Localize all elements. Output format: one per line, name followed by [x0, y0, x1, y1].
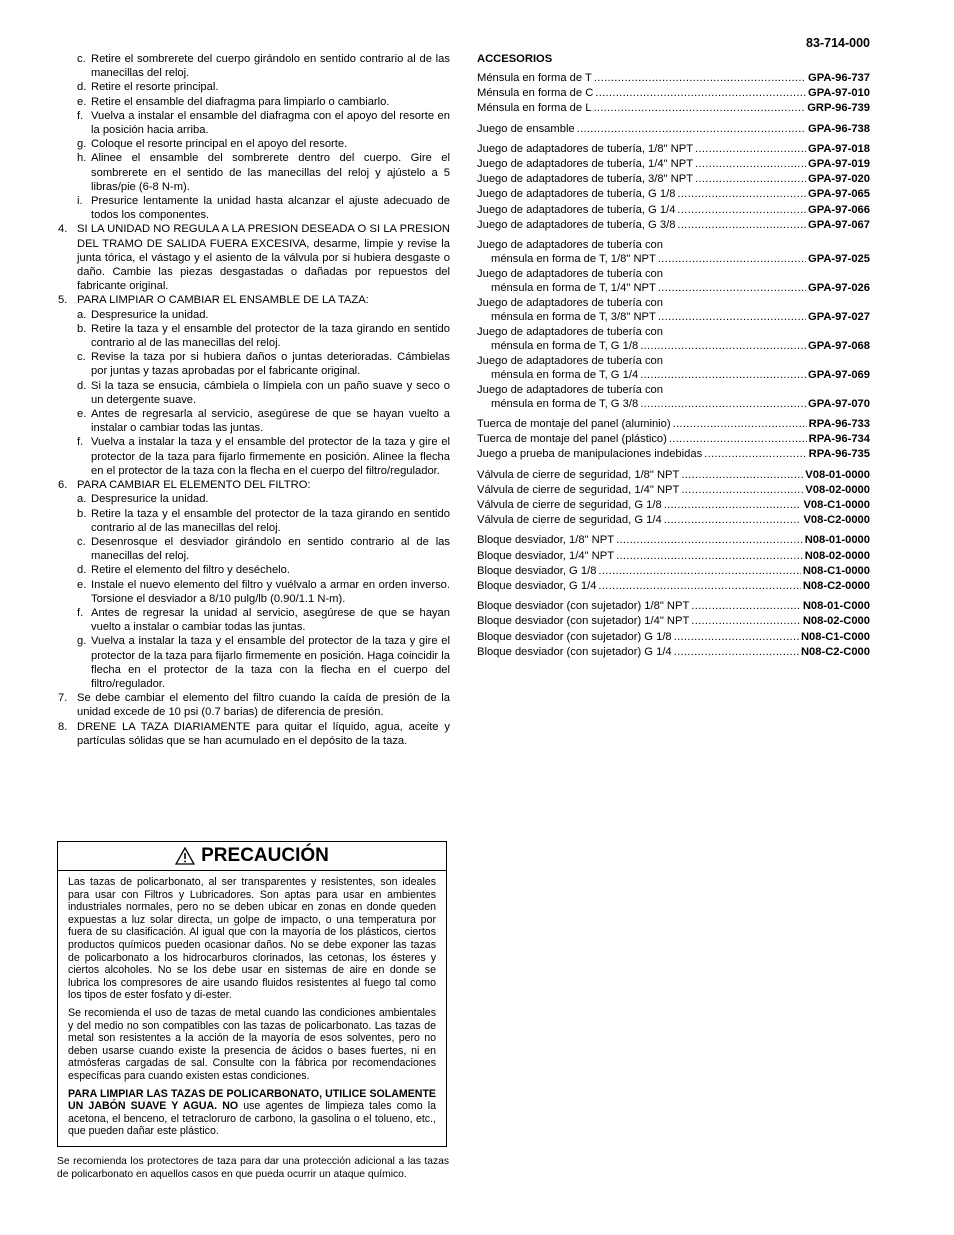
part-number: GPA-97-068: [808, 340, 870, 353]
substep-text: Revise la taza por si hubiera daños o juntas deterioradas. Cámbielas por juntas y tazas aprobadas por el fabricante original.: [91, 351, 450, 378]
substep-letter: c.: [77, 53, 86, 65]
dot-leader: [640, 339, 806, 354]
part-number: GPA-97-069: [808, 369, 870, 382]
part-number: RPA-96-735: [808, 448, 870, 461]
substep: [58, 507, 450, 535]
part-number: N08-01-0000: [804, 534, 870, 547]
caution-paragraph: Las tazas de policarbonato, al ser transparentes y resistentes, son ideales para usar con Filtros y Lubricadores. Son aptas para usar en ambientes industriales normales, pero no se deben ubicar en zonas en donde queden expuestas a luz solar directa, un golpe de impacto, o una temperatura por fuera de su clasificación. Al igual que con la mayoría de los plásticos, ciertos productos químicos pueden ocasionar daños. No se debe exponer las tazas de policarbonato a los hidrocarburos clorinados, las cetonas, los ésteres y ciertos alcoholes. No se los debe usar en sistemas de aire en donde se lubrica los compresores de aire usando fluidos resistentes al fuego tal como los tipos de ester fosfato y di-ester.: [68, 876, 436, 1002]
dot-leader: [677, 187, 806, 202]
part-number: V08-01-0000: [805, 468, 870, 481]
accessory-group: [477, 599, 870, 660]
accessory-multiline-item: [477, 238, 870, 267]
substep-text: Presurice lentamente la unidad hasta alcanzar el ajuste adecuado de todos los componentes.: [91, 195, 450, 222]
part-number: GPA-97-010: [808, 87, 870, 100]
substep: [58, 535, 450, 563]
substep-text: Vuelva a instalar la taza y el ensamble del protector de la taza y gire el protector de la taza para fijarlo firmemente en posición. Haga coincidir la flecha en el protector de la taza con la flecha en el cuerpo del filtro/regulador.: [91, 635, 450, 690]
dot-leader: [695, 172, 806, 187]
step-6: [58, 478, 450, 492]
substep: [58, 194, 450, 222]
substep-letter: e.: [77, 578, 87, 591]
substep-text: Despresurice la unidad.: [91, 308, 209, 321]
part-number: GPA-96-738: [808, 122, 870, 135]
accessory-name: Ménsula en forma de L: [477, 102, 592, 115]
accessory-multiline-item: [477, 325, 870, 354]
dot-leader: [594, 71, 806, 86]
step-number: 4.: [58, 223, 68, 236]
dot-leader: [669, 432, 807, 447]
caution-paragraph: [68, 1088, 436, 1138]
substep: [58, 379, 450, 407]
document-number: 83-714-000: [806, 36, 870, 50]
dot-leader: [704, 447, 806, 462]
accessory-row: [477, 71, 870, 86]
substep: [58, 308, 450, 322]
accessory-row: [477, 157, 870, 172]
accessory-name: ménsula en forma de T, 3/8" NPT: [491, 311, 656, 324]
substep-letter: h.: [77, 152, 87, 165]
dot-leader: [598, 564, 800, 579]
substep-text: Si la taza se ensucia, cámbiela o límpiela con un paño suave y seco o un detergente suave.: [91, 379, 450, 406]
dot-leader: [664, 513, 802, 528]
accessory-group: [477, 238, 870, 412]
dot-leader: [640, 397, 806, 412]
caution-box: [57, 841, 447, 1147]
step-5: [58, 293, 450, 307]
accessories-list: [477, 71, 870, 660]
dot-leader: [691, 614, 801, 629]
step-number: 8.: [58, 720, 68, 733]
accessory-row: [477, 564, 870, 579]
substep: [58, 350, 450, 378]
part-number: N08-01-C000: [802, 600, 870, 613]
substep-letter: e.: [77, 95, 87, 108]
footnote: Se recomienda los protectores de taza para dar una protección adicional a las tazas de policarbonato en aquellos casos en que pueda ocurrir un ataque químico.: [57, 1156, 449, 1180]
part-number: GPA-97-027: [808, 311, 870, 324]
part-number: V08-C1-0000: [803, 499, 870, 512]
accessory-multiline-item: [477, 383, 870, 412]
accessory-name: Bloque desviador, 1/8" NPT: [477, 534, 615, 547]
accessory-name: Válvula de cierre de seguridad, 1/8" NPT: [477, 468, 680, 481]
accessory-row: [477, 533, 870, 548]
part-number: N08-C1-0000: [802, 564, 870, 577]
substep: [58, 492, 450, 506]
accessory-name: Tuerca de montaje del panel (plástico): [477, 433, 667, 446]
step-3-substeps: [58, 52, 450, 222]
substep-letter: a.: [77, 308, 87, 321]
accessory-name: Ménsula en forma de C: [477, 87, 594, 100]
accessory-row: [477, 203, 870, 218]
substep-letter: b.: [77, 322, 87, 335]
accessory-row: [477, 468, 870, 483]
part-number: N08-02-C000: [802, 615, 870, 628]
step-7: [58, 691, 450, 719]
substep: [58, 137, 450, 151]
substep-text: Despresurice la unidad.: [91, 493, 209, 506]
accessory-group: [477, 533, 870, 594]
substep: [58, 322, 450, 350]
accessory-row: [477, 645, 870, 660]
accessory-name-line: Juego de adaptadores de tubería con: [477, 268, 663, 281]
dot-leader: [691, 599, 801, 614]
accessory-name-line: Juego de adaptadores de tubería con: [477, 239, 663, 252]
step-5-substeps: [58, 308, 450, 478]
substep: [58, 578, 450, 606]
accessory-name: Juego de adaptadores de tubería, 3/8" NPT: [477, 173, 694, 186]
accessory-row: [477, 281, 870, 296]
substep-letter: d.: [77, 81, 87, 94]
accessory-row: [477, 483, 870, 498]
accessory-row: [477, 252, 870, 267]
substep-text: Coloque el resorte principal en el apoyo del resorte.: [91, 138, 348, 151]
dot-leader: [674, 645, 799, 660]
substep-letter: d.: [77, 379, 87, 392]
part-number: GPA-97-026: [808, 282, 870, 295]
accessory-name: Tuerca de montaje del panel (aluminio): [477, 418, 671, 431]
part-number: GPA-97-067: [808, 218, 870, 231]
accessory-name: Válvula de cierre de seguridad, G 1/8: [477, 499, 662, 512]
dot-leader: [673, 417, 807, 432]
accessory-name: Bloque desviador, G 1/4: [477, 580, 597, 593]
accessory-name: ménsula en forma de T, 1/8" NPT: [491, 253, 656, 266]
dot-leader: [695, 157, 806, 172]
substep-text: Desenrosque el desviador girándolo en sentido contrario al de las manecillas del reloj.: [91, 535, 450, 563]
substep-letter: g.: [77, 635, 87, 648]
part-number: GPA-97-025: [808, 253, 870, 266]
accessory-row: [477, 447, 870, 462]
accessory-name-line: Juego de adaptadores de tubería con: [477, 326, 663, 339]
substep-text: Retire el ensamble del diafragma para limpiarlo o cambiarlo.: [91, 95, 390, 108]
part-number: GPA-96-737: [808, 72, 870, 84]
step-text: DRENE LA TAZA DIARIAMENTE para quitar el líquido, agua, aceite y partículas sólidas que se han acumulado en el depósito de la taza.: [77, 720, 450, 747]
accessory-name: Válvula de cierre de seguridad, G 1/4: [477, 514, 662, 527]
substep: [58, 109, 450, 137]
accessory-group: [477, 468, 870, 529]
substep-text: Vuelva a instalar el ensamble del diafragma con el apoyo del resorte en la posición hacia arriba.: [91, 109, 450, 137]
substep-letter: f.: [77, 109, 84, 122]
dot-leader: [677, 203, 806, 218]
dot-leader: [598, 579, 800, 594]
part-number: GPA-97-065: [808, 188, 870, 201]
substep: [58, 80, 450, 94]
part-number: GRP-96-739: [807, 102, 870, 115]
accessory-row: [477, 339, 870, 354]
accessory-multiline-item: [477, 296, 870, 325]
substep-text: Instale el nuevo elemento del filtro y vuélvalo a armar en orden inverso. Torsione el desviador a 8/10 pulg/lb (0.90/1.1 N-m).: [91, 578, 450, 605]
substep-text: Alinee el ensamble del sombrerete dentro del cuerpo. Gire el sombrerete en el sentido de las manecillas del reloj y ajústelo a 5 libras/pie (6-8 N-m).: [91, 152, 450, 193]
dot-leader: [658, 252, 806, 267]
accessory-group: [477, 122, 870, 137]
accessory-name: Juego a prueba de manipulaciones indebidas: [477, 448, 703, 461]
dot-leader: [681, 468, 803, 483]
accessory-name: Bloque desviador (con sujetador) 1/8" NPT: [477, 600, 690, 613]
substep-letter: f.: [77, 606, 84, 619]
dot-leader: [616, 533, 803, 548]
warning-triangle-icon: [175, 847, 195, 865]
accessory-name: ménsula en forma de T, G 1/4: [491, 369, 639, 382]
substep-letter: d.: [77, 564, 87, 577]
part-number: V08-C2-0000: [803, 514, 870, 527]
caution-paragraph: Se recomienda el uso de tazas de metal cuando las condiciones ambientales y del medio no son compatibles con las tazas de policarbonato. Las tazas de metal son resistentes a la acción de la mayoría de esos solventes, pero no deben usarse cuando existe la presencia de ácidos o bases fuertes, ni en atmósferas cargadas de sal. Consulte con la fábrica por recomendaciones específicas para cuando existen estas condiciones.: [68, 1006, 436, 1082]
substep: [58, 52, 450, 80]
accessory-row: [477, 368, 870, 383]
part-number: GPA-97-018: [808, 142, 870, 155]
dot-leader: [595, 86, 806, 101]
accessory-row: [477, 86, 870, 101]
accessory-row: [477, 187, 870, 202]
accessory-row: [477, 142, 870, 157]
part-number: GPA-97-066: [808, 203, 870, 216]
substep: [58, 634, 450, 691]
substep-text: Antes de regresarla al servicio, asegúrese de que se hayan vuelto a instalar o cambiar todas las juntas.: [91, 408, 450, 435]
dot-leader: [695, 142, 806, 157]
substep: [58, 606, 450, 634]
substep-text: Retire la taza y el ensamble del protector de la taza girando en sentido contrario al de las manecillas del reloj.: [91, 322, 450, 350]
dot-leader: [658, 310, 806, 325]
caution-bold-text: PARA LIMPIAR LAS TAZAS DE POLICARBONATO, UTILICE SOLAMENTE UN JABÓN SUAVE Y AGUA. NO: [68, 1087, 436, 1113]
accessory-name: Juego de ensamble: [477, 122, 575, 135]
step-number: 6.: [58, 479, 68, 492]
accessory-name: Bloque desviador (con sujetador) G 1/4: [477, 645, 672, 658]
dot-leader: [616, 549, 803, 564]
part-number: GPA-97-020: [808, 173, 870, 186]
dot-leader: [677, 218, 806, 233]
step-4: [58, 222, 450, 293]
step-text: SI LA UNIDAD NO REGULA A LA PRESION DESEADA O SI LA PRESION DEL TRAMO DE SALIDA FUERA EXCESIVA, desarme, limpie y revise la junta tórica, el vástago y el asiento de la válvula por si hubiera desgaste o daño. Cambie las piezas desgastadas o dañadas por repuestos del fabricante original.: [77, 223, 450, 293]
accessory-name: Juego de adaptadores de tubería, G 3/8: [477, 218, 676, 231]
accessory-name: ménsula en forma de T, G 1/8: [491, 340, 639, 353]
substep-text: Vuelva a instalar la taza y el ensamble del protector de la taza y gire el protector de la taza para fijarlo firmemente en posición. Alinee la flecha en el protector de la taza con la flecha en el cuerpo del filtro/regulador.: [91, 436, 450, 477]
substep: [58, 151, 450, 194]
accessory-row: [477, 513, 870, 528]
accessory-name: Válvula de cierre de seguridad, 1/4" NPT: [477, 483, 680, 496]
step-8: [58, 720, 450, 748]
caution-title: PRECAUCIÓN: [201, 845, 329, 866]
step-text: PARA CAMBIAR EL ELEMENTO DEL FILTRO:: [77, 479, 311, 492]
accessory-name: Juego de adaptadores de tubería, 1/8" NPT: [477, 142, 694, 155]
substep: [58, 563, 450, 577]
accessory-multiline-item: [477, 267, 870, 296]
accessory-name: Bloque desviador (con sujetador) G 1/8: [477, 630, 672, 643]
part-number: N08-C2-0000: [802, 580, 870, 593]
step-number: 5.: [58, 294, 68, 307]
accessory-name: Juego de adaptadores de tubería, G 1/8: [477, 188, 676, 201]
accessory-multiline-item: [477, 354, 870, 383]
accessory-row: [477, 397, 870, 412]
accessory-name: Juego de adaptadores de tubería, 1/4" NPT: [477, 158, 694, 171]
substep-letter: g.: [77, 138, 87, 151]
accessory-row: [477, 579, 870, 594]
substep-text: Antes de regresar la unidad al servicio, asegúrese de que se hayan vuelto a instalar o cambiar todas las juntas.: [91, 606, 450, 634]
accessory-group: [477, 71, 870, 117]
accessory-name-line: Juego de adaptadores de tubería con: [477, 355, 663, 368]
substep-text: Retire el sombrerete del cuerpo girándolo en sentido contrario al de las manecillas del reloj.: [91, 53, 450, 80]
step-text: PARA LIMPIAR O CAMBIAR EL ENSAMBLE DE LA TAZA:: [77, 294, 369, 307]
accessory-row: [477, 417, 870, 432]
accessory-group: [477, 417, 870, 463]
accessory-row: [477, 549, 870, 564]
part-number: V08-02-0000: [805, 483, 870, 496]
caution-header: [58, 842, 446, 871]
step-number: 7.: [58, 692, 68, 705]
dot-leader: [664, 498, 802, 513]
part-number: GPA-97-070: [808, 398, 870, 411]
accessory-row: [477, 432, 870, 447]
part-number: RPA-96-733: [808, 418, 870, 431]
dot-leader: [593, 101, 805, 116]
accessory-name: Juego de adaptadores de tubería, G 1/4: [477, 203, 676, 216]
substep: [58, 407, 450, 435]
accessory-name-line: Juego de adaptadores de tubería con: [477, 384, 663, 397]
accessory-row: [477, 630, 870, 645]
substep-letter: b.: [77, 507, 87, 520]
accessory-row: [477, 218, 870, 233]
instructions-column: [58, 52, 450, 748]
accessory-row: [477, 122, 870, 137]
accessory-name: ménsula en forma de T, 1/4" NPT: [491, 282, 656, 295]
accessories-heading: ACCESORIOS: [477, 53, 553, 65]
substep-text: Retire el resorte principal.: [91, 81, 219, 94]
substep-text: Retire la taza y el ensamble del protector de la taza girando en sentido contrario al de las manecillas del reloj.: [91, 507, 450, 534]
substep-letter: c.: [77, 351, 86, 364]
substep: [58, 435, 450, 478]
accessory-name: Bloque desviador (con sujetador) 1/4" NPT: [477, 615, 690, 628]
accessory-row: [477, 172, 870, 187]
accessory-group: [477, 142, 870, 233]
substep-text: Retire el elemento del filtro y deséchelo.: [91, 564, 290, 577]
caution-body: [58, 871, 446, 1138]
accessory-row: [477, 614, 870, 629]
accessory-name: ménsula en forma de T, G 3/8: [491, 398, 639, 411]
dot-leader: [681, 483, 803, 498]
step-text: Se debe cambiar el elemento del filtro cuando la caída de presión de la unidad excede de 10 psi (0.7 barias) de diferencia de presión.: [77, 692, 450, 719]
dot-leader: [640, 368, 806, 383]
accessory-row: [477, 498, 870, 513]
substep-letter: i.: [77, 195, 83, 208]
accessory-row: [477, 599, 870, 614]
dot-leader: [658, 281, 806, 296]
accessories-column: [477, 52, 870, 660]
substep-letter: a.: [77, 493, 87, 506]
part-number: N08-02-0000: [804, 549, 870, 562]
part-number: N08-C1-C000: [800, 630, 870, 643]
accessory-name-line: Juego de adaptadores de tubería con: [477, 297, 663, 310]
part-number: GPA-97-019: [808, 158, 870, 171]
accessory-row: [477, 310, 870, 325]
substep-letter: e.: [77, 408, 87, 421]
accessory-name: Bloque desviador, G 1/8: [477, 564, 597, 577]
part-number: N08-C2-C000: [800, 645, 870, 658]
part-number: RPA-96-734: [808, 433, 870, 446]
substep: [58, 95, 450, 109]
substep-letter: f.: [77, 436, 84, 449]
dot-leader: [674, 630, 799, 645]
step-6-substeps: [58, 492, 450, 691]
dot-leader: [577, 122, 806, 137]
caution-text: use agentes de limpieza tales como la acetona, el benceno, el tetracloruro de carbono, la gasolina o el tolueno, etc., que pueden dañar este plástico.: [68, 1100, 436, 1138]
accessory-row: [477, 101, 870, 116]
substep-letter: c.: [77, 535, 86, 548]
accessory-name: Ménsula en forma de T: [477, 72, 592, 84]
accessory-name: Bloque desviador, 1/4" NPT: [477, 549, 615, 562]
